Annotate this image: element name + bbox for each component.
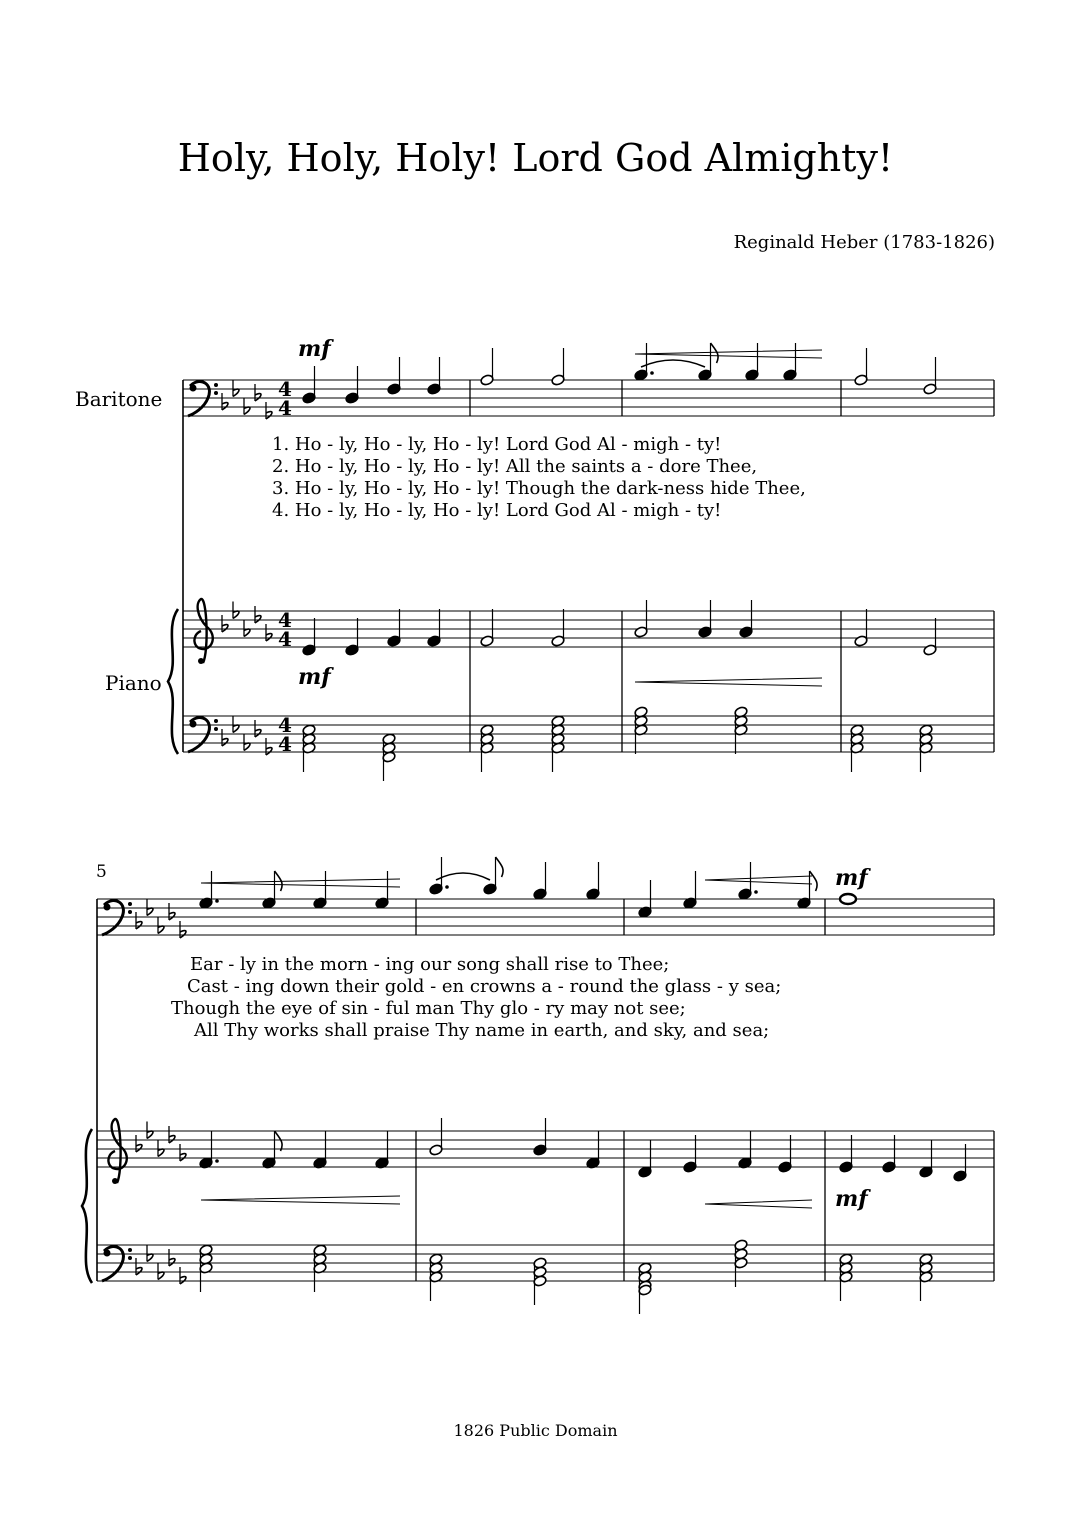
note-flag [810,871,818,891]
lyrics-system-1 [272,434,806,521]
time-signature-top: 4 [278,377,292,401]
bass-clef-dot [128,1248,132,1252]
time-signature-top: 4 [278,608,292,632]
lyric-line-2: 2. Ho - ly, Ho - ly, Ho - ly! All the saints a - dore Thee, [272,456,758,477]
bass-clef-dot [128,1256,132,1260]
bass-clef-dot [190,721,197,728]
flat-sign [169,1259,175,1266]
time-signature-top: 4 [278,713,292,737]
flat-sign [180,931,186,938]
flat-sign [158,926,164,933]
flat-sign [158,1149,164,1156]
piano-label: Piano [105,671,162,695]
note-dot [650,371,654,375]
time-signature-bottom: 4 [278,732,292,756]
lyric-line-4: 4. Ho - ly, Ho - ly, Ho - ly! Lord God Al - migh - ty! [272,500,722,521]
flat-sign [255,394,261,401]
flat-sign [233,611,239,618]
flat-sign [158,1272,164,1279]
page-title: Holy, Holy, Holy! Lord God Almighty! [177,136,894,180]
note-flag [496,857,504,877]
flat-sign [180,1277,186,1284]
treble-clef-dot [198,658,204,664]
crescendo-hairpin [201,1196,400,1204]
crescendo-hairpin [635,350,822,358]
tie [641,360,705,367]
crescendo-hairpin [705,1200,812,1208]
note-dot [754,890,758,894]
flat-sign [147,1254,153,1261]
crescendo-hairpin [201,879,400,887]
flat-sign [244,743,250,750]
note-dot [215,899,219,903]
flat-sign [233,725,239,732]
treble-clef-dot [112,1178,118,1184]
flat-sign [255,616,261,623]
crescendo-hairpin [705,876,812,884]
flat-sign [136,922,142,929]
dynamic-mark: mf [298,664,331,690]
flat-sign [266,634,272,641]
time-signature-bottom: 4 [278,627,292,651]
flat-sign [244,407,250,414]
dynamic-mark: mf [835,1186,868,1212]
flat-sign [222,625,228,632]
crescendo-hairpin [635,678,822,686]
lyric-line-1: 1. Ho - ly, Ho - ly, Ho - ly! Lord God Al - migh - ty! [272,434,722,455]
flat-sign [147,908,153,915]
lyric-line-4: All Thy works shall praise Thy name in earth, and sky, and sea; [194,1020,770,1041]
bass-clef-dot [214,719,218,723]
treble-clef [194,599,212,663]
flat-sign [180,1154,186,1161]
note-dot [215,1159,219,1163]
note-dot [445,885,449,889]
lyric-line-2: Cast - ing down their gold - en crowns a - round the glass - y sea; [187,976,782,997]
flat-sign [266,748,272,755]
flat-sign [136,1145,142,1152]
measure-number: 5 [96,862,107,882]
copyright-footer: 1826 Public Domain [453,1421,618,1440]
time-signature-bottom: 4 [278,396,292,420]
flat-sign [169,913,175,920]
flat-sign [222,739,228,746]
lyric-line-1: Ear - ly in the morn - ing our song shall rise to Thee; [190,954,670,975]
bass-clef-dot [128,902,132,906]
dynamic-mark: mf [835,865,868,891]
lyric-line-3: 3. Ho - ly, Ho - ly, Ho - ly! Though the dark-ness hide Thee, [272,478,806,499]
bass-clef-dot [214,383,218,387]
tie [436,873,490,880]
piano-brace [168,609,178,754]
bass-clef-dot [214,727,218,731]
bass-clef-dot [104,1250,111,1257]
flat-sign [169,1136,175,1143]
piano-brace [82,1129,92,1283]
composer-credit: Reginald Heber (1783-1826) [733,232,995,253]
flat-sign [147,1131,153,1138]
flat-sign [136,1268,142,1275]
flat-sign [244,629,250,636]
bass-clef-dot [190,385,197,392]
flat-sign [222,403,228,410]
flat-sign [255,730,261,737]
treble-clef [108,1119,126,1183]
note-flag [275,1131,283,1151]
note-flag [711,343,719,363]
bass-clef-dot [214,391,218,395]
flat-sign [266,412,272,419]
whole-note [840,894,856,904]
dynamic-mark: mf [298,336,331,362]
flat-sign [233,389,239,396]
bass-clef-dot [128,910,132,914]
lyrics-system-2 [171,954,781,1041]
baritone-label: Baritone [75,387,163,411]
bass-clef-dot [104,904,111,911]
lyric-line-3: Though the eye of sin - ful man Thy glo - ry may not see; [171,998,686,1019]
